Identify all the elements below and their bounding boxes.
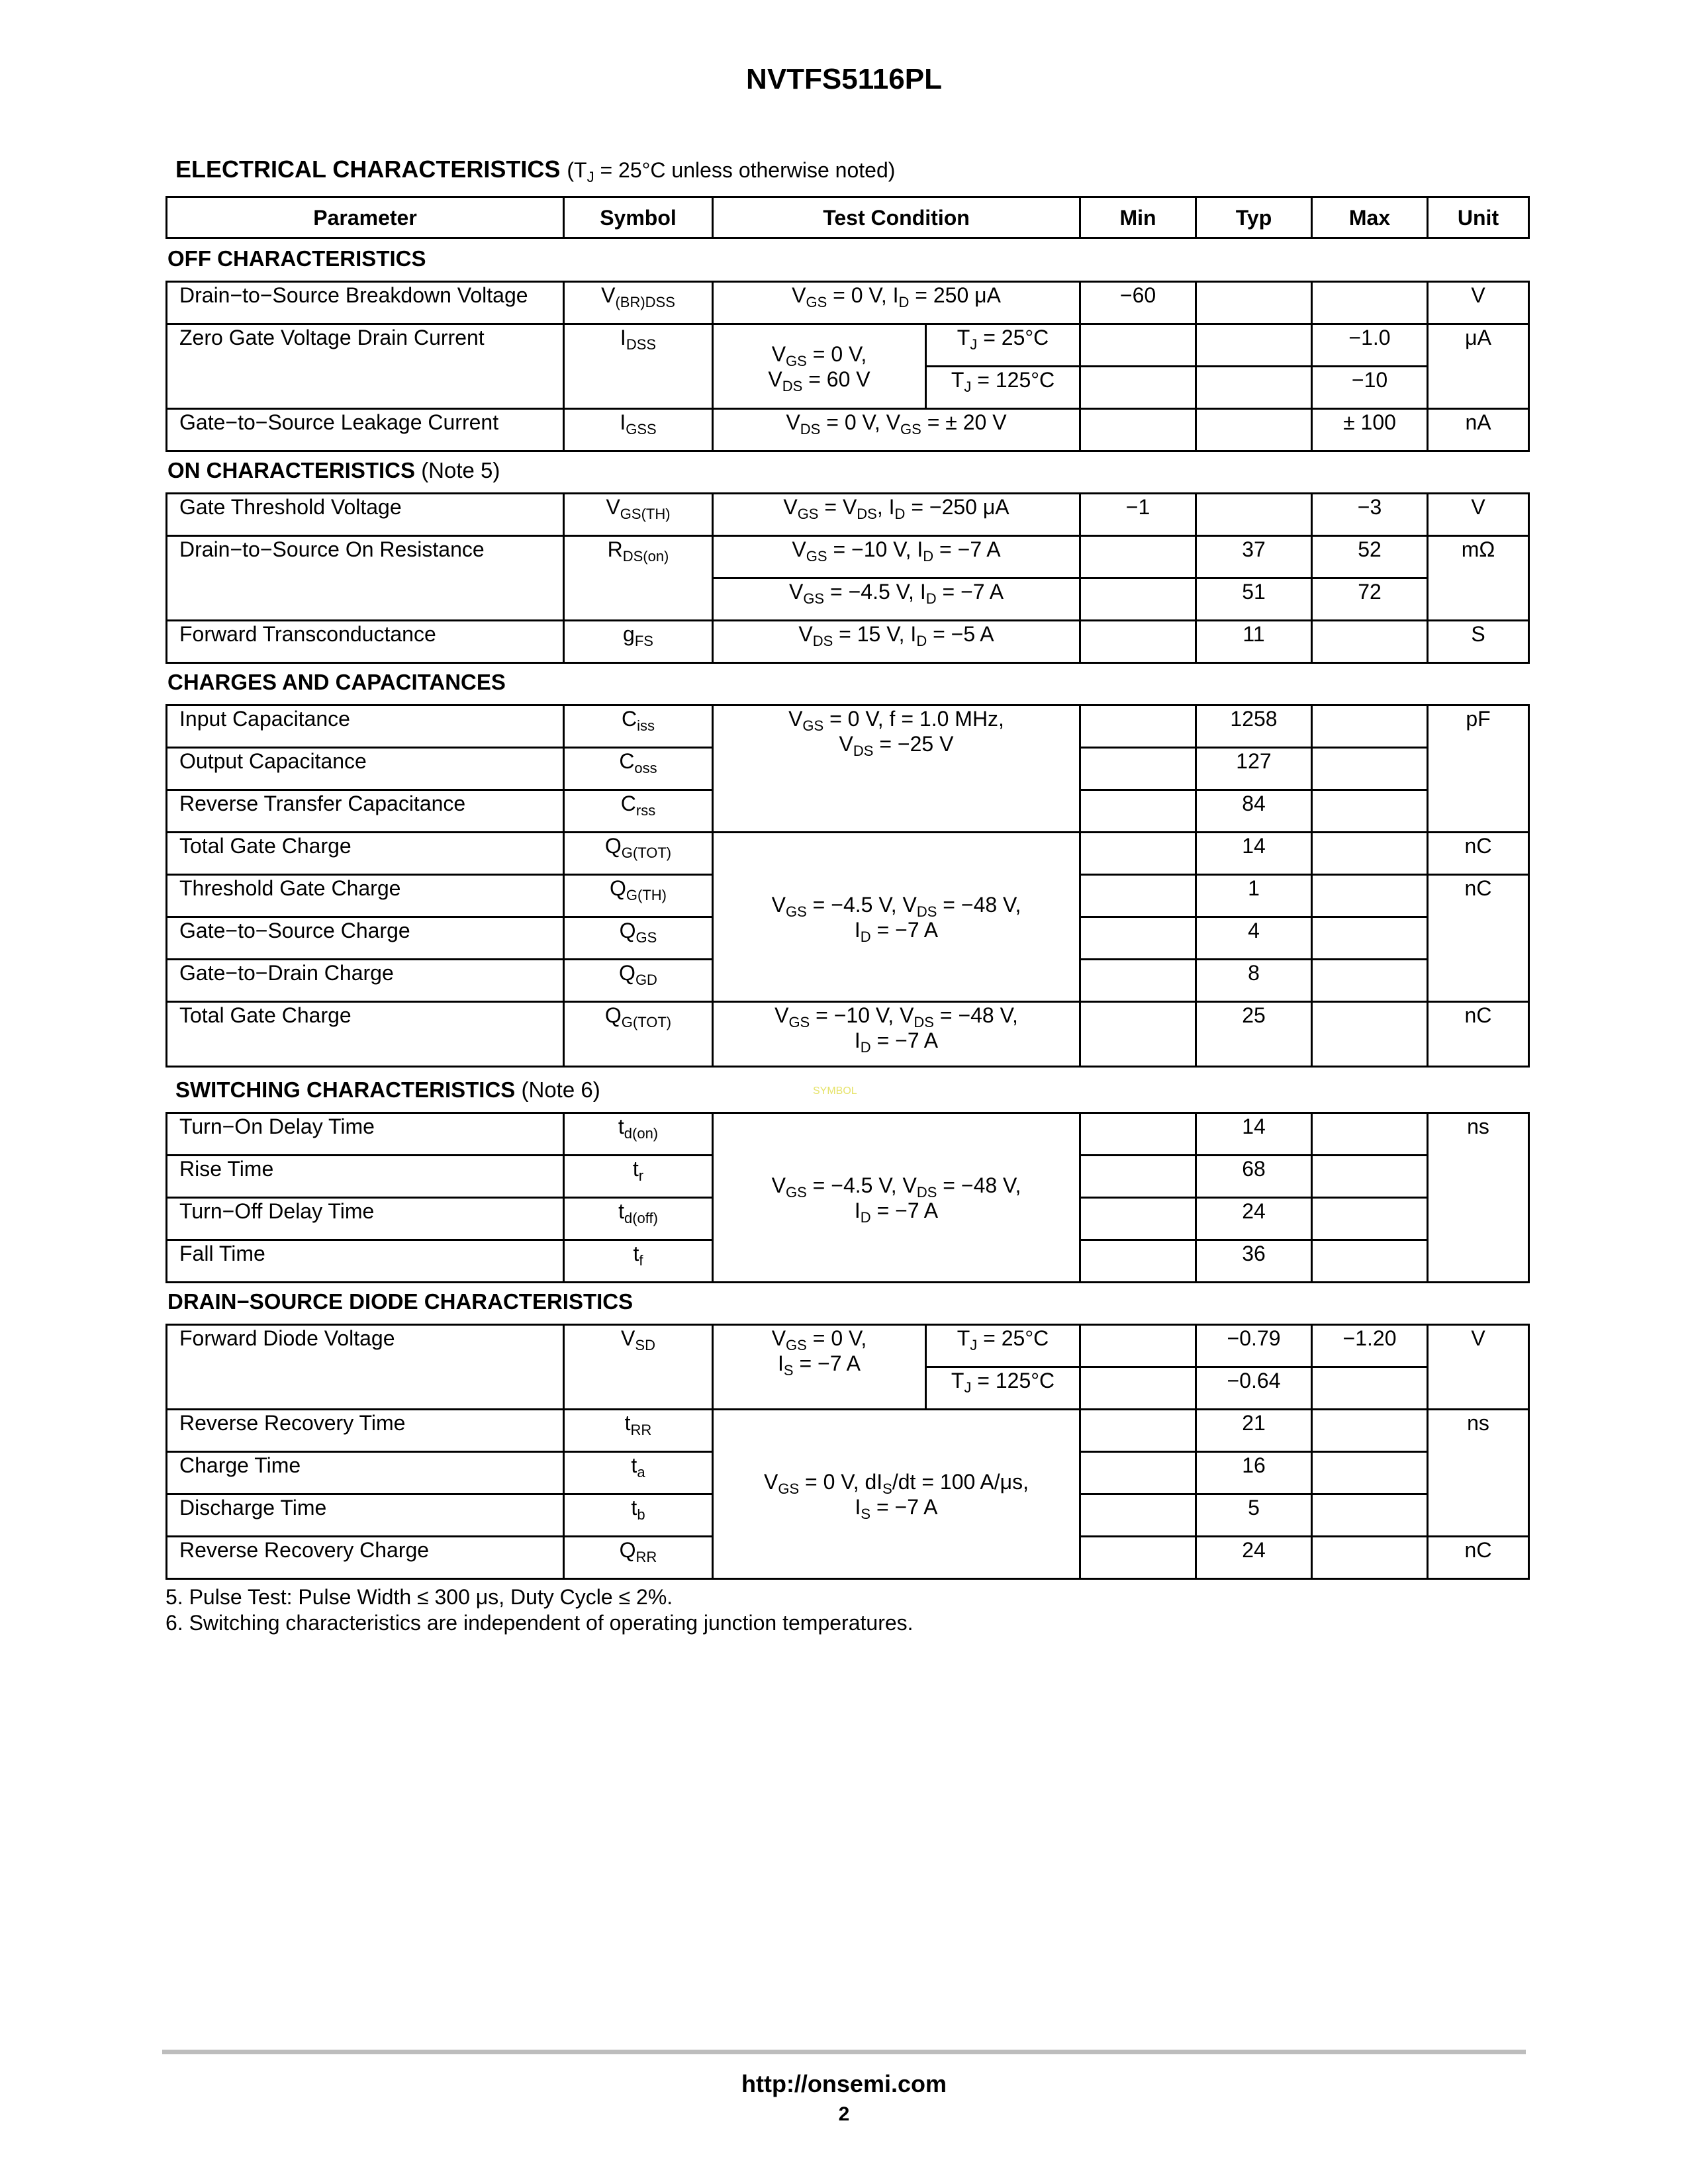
charges-table — [165, 704, 1530, 1068]
table-row: $V_{GS} = -4.5$ V, $I_D = -7$ A 51 72 — [167, 578, 1529, 621]
off-table — [165, 281, 1530, 452]
table-row: Total Gate Charge $Q_{G(TOT)}$ $V_{GS} = -10$ V, $V_{DS} = -48$ V, $I_D = -7$ A 25 nC — [167, 1002, 1529, 1067]
table-row: Reverse Recovery Charge $Q_{RR}$ 24 nC — [167, 1537, 1529, 1579]
table-row: Rise Time $t_r$ 68 — [167, 1156, 1529, 1198]
col-min: Min — [1080, 197, 1196, 238]
col-parameter: Parameter — [167, 197, 564, 238]
col-symbol: Symbol — [564, 197, 713, 238]
symbol-stamp: SYMBOL — [813, 1085, 857, 1097]
diode-table — [165, 1324, 1530, 1580]
on-table — [165, 492, 1530, 664]
section-off-title: OFF CHARACTERISTICS — [167, 246, 426, 271]
footnote: 5. Pulse Test: Pulse Width ≤ 300 μs, Duty Cycle ≤ 2%. — [165, 1585, 673, 1609]
switching-table — [165, 1112, 1530, 1283]
table-row: $T_J = 125^\circ C$ −0.64 — [167, 1367, 1529, 1410]
section-charges-title: CHARGES AND CAPACITANCES — [167, 670, 506, 694]
footer-url-link[interactable]: http://onsemi.com — [741, 2070, 947, 2097]
table-row: Discharge Time $t_b$ 5 — [167, 1494, 1529, 1537]
table-row: Output Capacitance $C_{oss}$ 127 — [167, 748, 1529, 790]
page-number: 2 — [838, 2103, 850, 2125]
section-diode-title: DRAIN−SOURCE DIODE CHARACTERISTICS — [167, 1289, 633, 1314]
footnote: 6. Switching characteristics are independent of operating junction temperatures. — [165, 1611, 914, 1635]
table-row: Fall Time $t_f$ 36 — [167, 1240, 1529, 1283]
table-row: Forward Transconductance $g_{FS}$ $V_{DS} = 15$ V, $I_D = -5$ A 11 S — [167, 621, 1529, 663]
col-unit: Unit — [1428, 197, 1529, 238]
table-row: Turn−Off Delay Time $t_{d(off)}$ 24 — [167, 1198, 1529, 1240]
table-row: Threshold Gate Charge $Q_{G(TH)}$ 1 nC — [167, 875, 1529, 917]
table-row: $T_J = 125^\circ C$ −10 — [167, 367, 1529, 409]
table-row: Charge Time $t_a$ 16 — [167, 1452, 1529, 1494]
table-row: Reverse Recovery Time $t_{RR}$ $V_{GS} = 0$ V, $dI_S/dt = 100$ A/μs, $I_S = -7$ A 21 ns — [167, 1410, 1529, 1452]
col-max: Max — [1312, 197, 1428, 238]
header-table — [165, 196, 1530, 239]
table-row: Gate−to−Source Leakage Current $I_{GSS}$ $V_{DS} = 0$ V, $V_{GS}$ = ± 20 V ± 100 nA — [167, 409, 1529, 451]
table-row: Drain−to−Source Breakdown Voltage $V_{(BR)DSS}$ $V_{GS} = 0$ V, $I_D = 250$ μA −60 V — [167, 282, 1529, 324]
footnotes — [165, 1585, 914, 1637]
section-on-title: ON CHARACTERISTICS (Note 5) — [167, 458, 500, 482]
page-title: NVTFS5116PL — [746, 63, 942, 95]
table-row: Gate−to−Drain Charge $Q_{GD}$ 8 — [167, 960, 1529, 1002]
footer-divider — [162, 2050, 1526, 2054]
section-switching-title: SWITCHING CHARACTERISTICS (Note 6) — [175, 1077, 600, 1102]
table-row: Input Capacitance $C_{iss}$ $V_{GS} = 0$ V, f = 1.0 MHz, $V_{DS} = -25$ V 1258 pF — [167, 705, 1529, 748]
table-row: Forward Diode Voltage $V_{SD}$ $V_{GS} = 0$ V, $I_S = -7$ A $T_J = 25^\circ C$ −0.79 −1.20 V — [167, 1325, 1529, 1367]
table-row: Turn−On Delay Time $t_{d(on)}$ $V_{GS} = -4.5$ V, $V_{DS} = -48$ V, $I_D = -7$ A 14 ns — [167, 1113, 1529, 1156]
table-row: Gate Threshold Voltage $V_{GS(TH)}$ $V_{GS} = V_{DS}$, $I_D = -250$ μA −1 −3 V — [167, 494, 1529, 536]
col-typ: Typ — [1196, 197, 1312, 238]
table-row: Reverse Transfer Capacitance $C_{rss}$ 84 — [167, 790, 1529, 833]
electrical-characteristics-heading: ELECTRICAL CHARACTERISTICS ($T_J = 25^\circ C$ unless otherwise noted) — [175, 156, 896, 185]
table-row: Zero Gate Voltage Drain Current $I_{DSS}$ $V_{GS} = 0$ V, $V_{DS} = 60$ V $T_J = 25^\circ C$ −1.0 μA — [167, 324, 1529, 367]
table-row: Drain−to−Source On Resistance $R_{DS(on)}$ $V_{GS} = -10$ V, $I_D = -7$ A 37 52 mΩ — [167, 536, 1529, 578]
table-row: Total Gate Charge $Q_{G(TOT)}$ $V_{GS} = -4.5$ V, $V_{DS} = -48$ V, $I_D = -7$ A 14 nC — [167, 833, 1529, 875]
col-test-condition: Test Condition — [713, 197, 1080, 238]
table-row: Gate−to−Source Charge $Q_{GS}$ 4 — [167, 917, 1529, 960]
